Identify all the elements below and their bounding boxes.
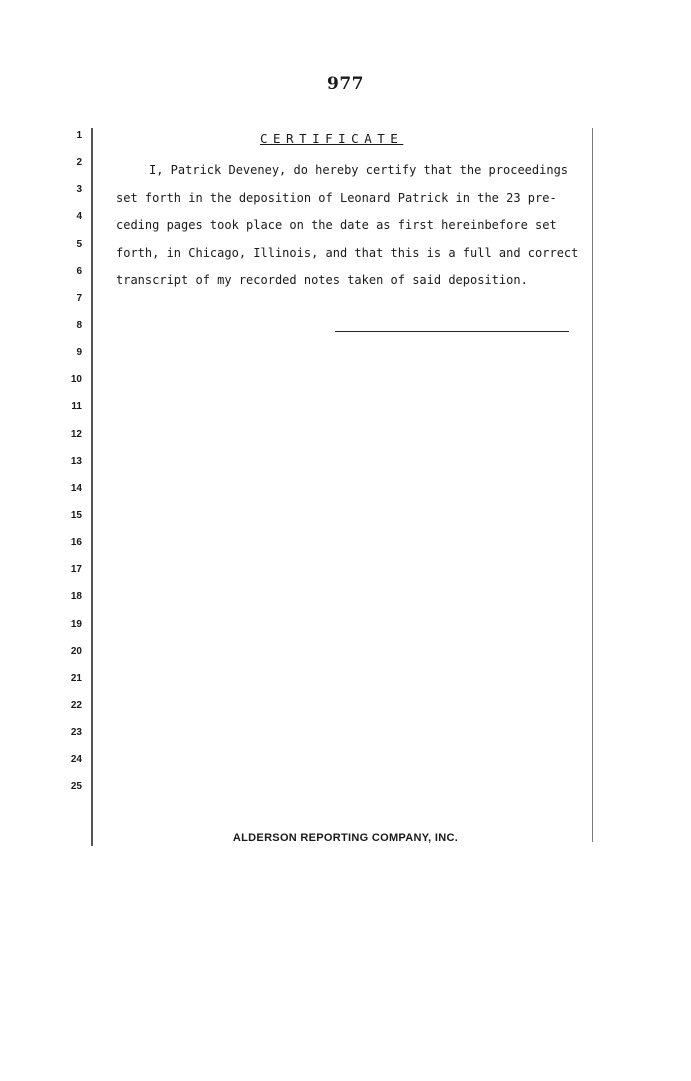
left-margin-rule bbox=[91, 128, 93, 846]
body-line: ceding pages took place on the date as first hereinbefore set bbox=[116, 218, 557, 233]
line-number: 14 bbox=[70, 482, 82, 494]
line-number: 13 bbox=[70, 455, 82, 467]
certificate-body bbox=[116, 157, 586, 295]
line-number: 2 bbox=[76, 157, 82, 169]
certificate-title: CERTIFICATE bbox=[260, 131, 404, 146]
line-number: 10 bbox=[70, 374, 82, 386]
line-number: 3 bbox=[76, 184, 82, 196]
right-margin-rule bbox=[592, 128, 593, 842]
body-line: set forth in the deposition of Leonard Patrick in the 23 pre- bbox=[116, 190, 557, 205]
page-number: 977 bbox=[327, 74, 364, 94]
line-number: 21 bbox=[70, 672, 82, 684]
line-number: 22 bbox=[70, 699, 82, 711]
line-number: 8 bbox=[76, 319, 82, 331]
signature-line bbox=[335, 331, 569, 332]
line-number: 18 bbox=[70, 591, 82, 603]
body-line: transcript of my recorded notes taken of said deposition. bbox=[116, 273, 528, 288]
line-number: 7 bbox=[76, 292, 82, 304]
line-number: 4 bbox=[76, 211, 82, 223]
line-number: 23 bbox=[70, 727, 82, 739]
line-number: 9 bbox=[76, 347, 82, 359]
line-number-column bbox=[62, 129, 82, 808]
line-number: 24 bbox=[70, 754, 82, 766]
line-number: 19 bbox=[70, 618, 82, 630]
line-number: 11 bbox=[71, 401, 82, 413]
line-number: 5 bbox=[76, 238, 82, 250]
line-number: 25 bbox=[70, 781, 82, 793]
body-line: I, Patrick Deveney, do hereby certify that the proceedings bbox=[149, 163, 569, 177]
line-number: 20 bbox=[70, 645, 82, 657]
line-number: 17 bbox=[70, 564, 82, 576]
line-number: 12 bbox=[70, 428, 82, 440]
line-number: 15 bbox=[70, 509, 82, 521]
line-number: 16 bbox=[70, 537, 82, 549]
line-number: 6 bbox=[76, 265, 82, 277]
line-number: 1 bbox=[76, 130, 82, 141]
reporting-company-footer: ALDERSON REPORTING COMPANY, INC. bbox=[232, 832, 459, 844]
body-line: forth, in Chicago, Illinois, and that this is a full and correct bbox=[116, 245, 579, 260]
